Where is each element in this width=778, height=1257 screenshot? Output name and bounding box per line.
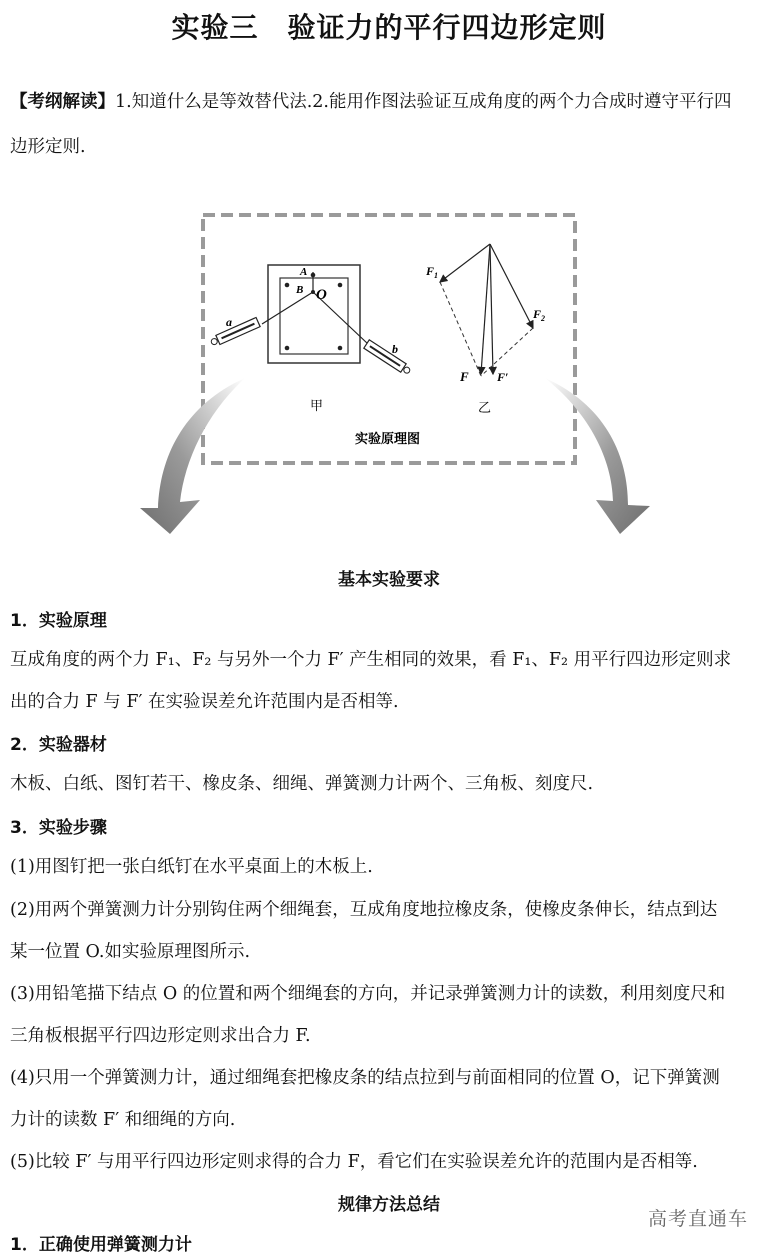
experiment-diagram xyxy=(0,200,778,540)
outline-label: 【考纲解读】 xyxy=(10,92,115,112)
s3-step-4b: 力计的读数 F′ 和细绳的方向. xyxy=(10,1110,236,1130)
s1-heading: 1．实验原理 xyxy=(10,611,107,631)
force-diagram-yi xyxy=(440,244,533,376)
label-yi: 乙 xyxy=(478,401,492,416)
label-A: A xyxy=(300,266,308,278)
figure-frame xyxy=(203,215,575,463)
watermark: 高考直通车 xyxy=(647,1208,748,1230)
outline-text-1: 1.知道什么是等效替代法.2.能用作图法验证互成角度的两个力合成时遵守平行四 xyxy=(115,92,732,112)
s3-heading: 3．实验步骤 xyxy=(10,818,107,838)
s2-heading: 2．实验器材 xyxy=(10,735,107,755)
label-F: F xyxy=(460,369,469,384)
m1-heading: 1．正确使用弹簧测力计 xyxy=(10,1235,192,1255)
label-F-prime: F′ xyxy=(497,370,509,384)
section-basic-requirements: 基本实验要求 xyxy=(338,570,440,590)
s2-line-1: 木板、白纸、图钉若干、橡皮条、细绳、弹簧测力计两个、三角板、刻度尺. xyxy=(10,774,594,794)
s3-step-3b: 三角板根据平行四边形定则求出合力 F. xyxy=(10,1026,311,1046)
label-F1: $F_1$ xyxy=(426,264,439,280)
board-jia xyxy=(209,265,412,376)
page-title: 实验三 验证力的平行四边形定则 xyxy=(171,11,607,44)
section-method-summary: 规律方法总结 xyxy=(338,1195,440,1215)
label-O: O xyxy=(316,287,327,303)
left-curved-arrow xyxy=(140,378,245,534)
figure-caption: 实验原理图 xyxy=(355,432,421,447)
s3-step-3a: (3)用铅笔描下结点 O 的位置和两个细绳套的方向，并记录弹簧测力计的读数，利用刻度尺和 xyxy=(10,984,726,1004)
label-jia: 甲 xyxy=(310,399,324,414)
right-curved-arrow xyxy=(545,378,650,534)
label-a: a xyxy=(226,315,232,329)
label-B: B xyxy=(296,284,304,296)
s1-line-1: 互成角度的两个力 F₁、F₂ 与另外一个力 F′ 产生相同的效果，看 F₁、F₂ 用平行四边形定则求 xyxy=(10,650,732,670)
s3-step-4a: (4)只用一个弹簧测力计，通过细绳套把橡皮条的结点拉到与前面相同的位置 O，记下弹簧测 xyxy=(10,1068,720,1088)
s3-step-2a: (2)用两个弹簧测力计分别钩住两个细绳套，互成角度地拉橡皮条，使橡皮条伸长，结点到达 xyxy=(10,900,718,920)
label-b: b xyxy=(392,342,398,356)
label-F2: $F_2$ xyxy=(533,307,546,323)
s3-step-1: (1)用图钉把一张白纸钉在水平桌面上的木板上. xyxy=(10,857,373,877)
outline-line-2: 边形定则. xyxy=(10,137,86,157)
outline-line-1 xyxy=(10,88,772,113)
s1-line-2: 出的合力 F 与 F′ 在实验误差允许范围内是否相等. xyxy=(10,692,399,712)
s3-step-5: (5)比较 F′ 与用平行四边形定则求得的合力 F，看它们在实验误差允许的范围内是否相等. xyxy=(10,1152,698,1172)
s3-step-2b: 某一位置 O.如实验原理图所示. xyxy=(10,942,251,962)
